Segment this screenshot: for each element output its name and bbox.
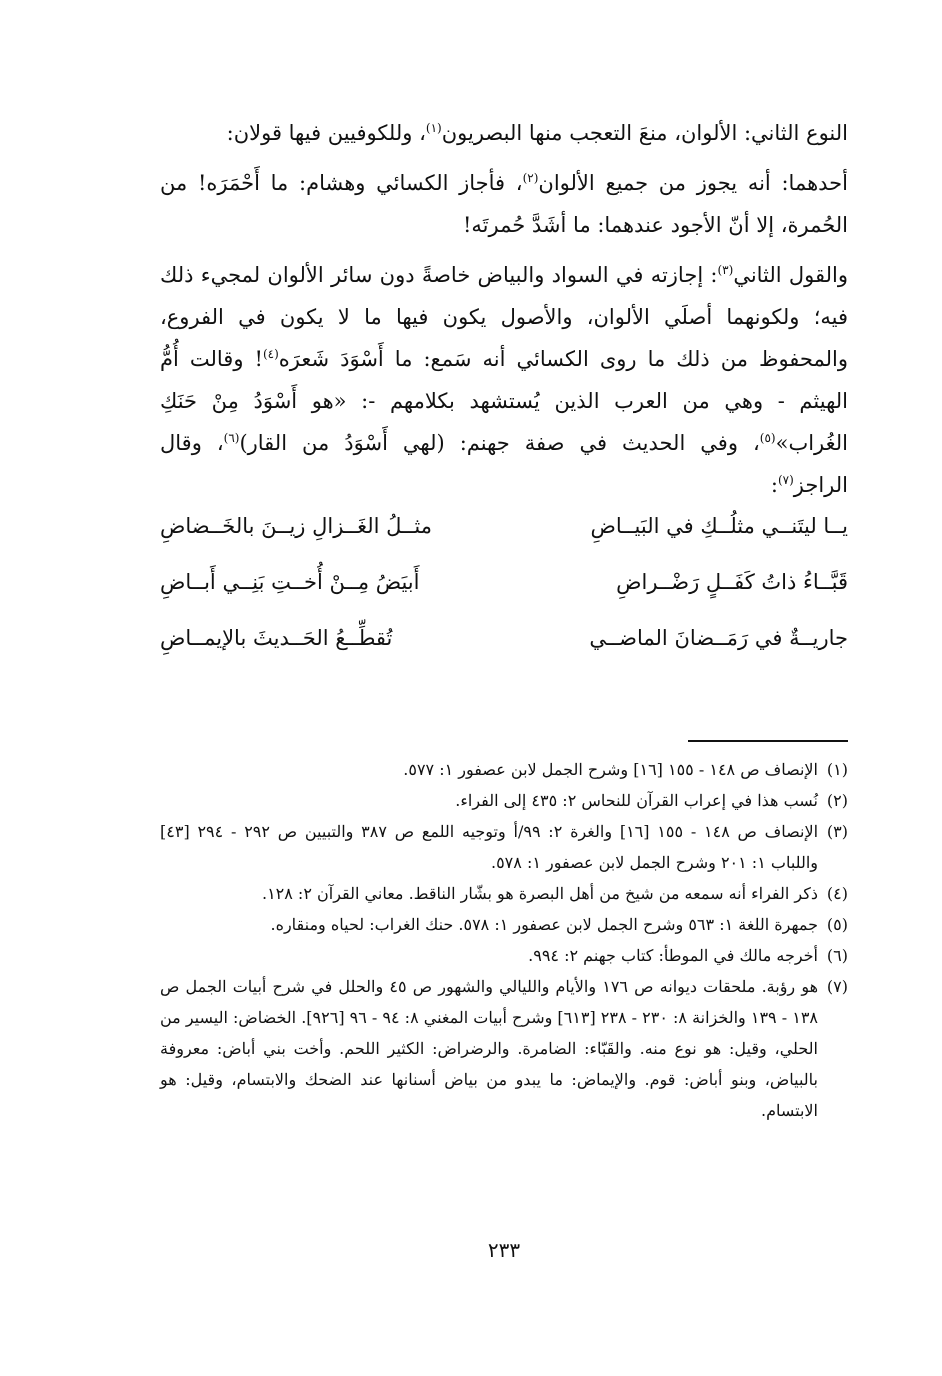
- footnote-ref-4: (٤): [262, 347, 279, 361]
- poem-line-2-first-hemistich: قَبَّــاءُ ذاتُ كَفَــلٍ رَضْــراضِ: [616, 570, 848, 594]
- paragraph-1-text-b: ، وللكوفيين فيها قولان:: [226, 121, 426, 145]
- paragraph-2: [160, 162, 848, 246]
- footnote-ref-2: (٢): [522, 171, 539, 185]
- paragraph-1: [160, 112, 848, 154]
- footnote-ref-5: (٥): [759, 431, 776, 445]
- footnote-6-number: (٦): [826, 946, 848, 965]
- paragraph-2-text-b: ، فأجاز الكسائي وهشام: ما أَحْمَرَه! من الحُمرة، إلا أنّ الأجود عندهما: ما أشَدَّ حُمرتَه!: [160, 171, 848, 237]
- footnote-ref-3: (٣): [717, 263, 734, 277]
- footnote-6-text: أخرجه مالك في الموطأ: كتاب جهنم ٢: ٩٩٤.: [528, 946, 818, 965]
- footnote-2-number: (٢): [826, 791, 848, 810]
- footnote-separator: [688, 740, 848, 742]
- poem: [160, 514, 848, 682]
- poem-line-1-second-hemistich: مثــلُ الغَــزالِ زيــنَ بالخَــضاضِ: [160, 514, 432, 538]
- paragraph-3-text-f: :: [770, 473, 778, 497]
- footnote-4-text: ذكر الفراء أنه سمعه من شيخ من أهل البصرة هو بشّار الناقط. معاني القرآن ٢: ١٢٨.: [261, 884, 818, 903]
- footnote-1-text: الإنصاف ص ١٤٨ - ١٥٥ [١٦] وشرح الجمل لابن عصفور ١: ٥٧٧.: [403, 760, 818, 779]
- poem-line-3-first-hemistich: جاريــةٌ في رَمَــضانَ الماضــي: [589, 626, 848, 650]
- poem-line-2: [160, 570, 848, 626]
- paragraph-3-text-b: : إجازته في السواد والبياض خاصةً دون سائر الألوان لمجيء ذلك فيه؛ ولكونهما أصلَي الألوان، والأصول يكون فيها ما لا يكون في الفروع، والمحفوظ من ذلك ما روى الكسائي أنه سَمع: ما أَسْوَدَ شَعرَه: [160, 263, 848, 371]
- footnote-4-number: (٤): [826, 884, 848, 903]
- footnote-2-text: نُسب هذا في إعراب القرآن للنحاس ٢: ٤٣٥ إلى الفراء.: [455, 791, 818, 810]
- footnote-2: [160, 785, 848, 816]
- footnote-3-text: الإنصاف ص ١٤٨ - ١٥٥ [١٦] والغرة ٢: ٩٩/أ وتوجيه اللمع ص ٣٨٧ والتبيين ص ٢٩٢ - ٢٩٤ [٤٣] واللباب ١: ٢٠١ وشرح الجمل لابن عصفور ١: ٥٧٨.: [160, 822, 819, 872]
- poem-line-3: [160, 626, 848, 682]
- poem-line-1-first-hemistich: يــا ليتَنــي مثلُــكِ في البَيــاضِ: [590, 514, 848, 538]
- main-text: [160, 112, 848, 682]
- paragraph-3-text-c: ! وقالت أُمُّ الهيثم - وهي من العرب الذين يُستشهد بكلامهم -: «هو أَسْوَدُ مِنْ حَنَكِ الغُراب»: [160, 347, 848, 455]
- paragraph-2-text-a: أحدهما: أنه يجوز من جميع الألوان: [538, 171, 849, 195]
- footnote-7-text: هو رؤبة. ملحقات ديوانه ص ١٧٦ والأيام والليالي والشهور ص ٤٥ والحلل في شرح أبيات الجمل ص ١٣٨ - ١٣٩ والخزانة ٨: ٢٣٠ - ٢٣٨ [٦١٣] وشرح أبيات المغني ٨: ٩٤ - ٩٦ [٩٢٦]. الخضاض: اليسير من الحلي، وقيل: هو نوع منه. والقَبّاء: الضامرة. والرضراض: الكثير اللحم. وأخت بني أباض: معروفة بالبياض، وبنو أباض: قوم. والإيماض: ما يبدو من بياض أسنانها عند الضحك والابتسام، وقيل: هو الابتسام.: [159, 977, 819, 1120]
- footnote-3: [160, 816, 848, 878]
- paragraph-3: [160, 254, 848, 506]
- footnote-4: [160, 878, 848, 909]
- footnote-7-number: (٧): [826, 977, 848, 996]
- book-page: [160, 112, 848, 1312]
- footnote-5: [160, 909, 848, 940]
- footnote-1-number: (١): [826, 760, 848, 779]
- paragraph-3-text-a: والقول الثاني: [733, 263, 848, 287]
- footnote-6: [160, 940, 848, 971]
- paragraph-3-text-d: ، وفي الحديث في صفة جهنم: (لهي أَسْوَدُ من القار): [239, 431, 760, 455]
- footnote-7: [160, 971, 848, 1126]
- footnote-1: [160, 754, 848, 785]
- footnote-3-number: (٣): [826, 822, 848, 841]
- poem-line-1: [160, 514, 848, 570]
- poem-line-3-second-hemistich: تُقطِّــعُ الحَــديثَ بالإيمــاضِ: [160, 626, 393, 650]
- footnote-5-number: (٥): [826, 915, 848, 934]
- footnote-ref-6: (٦): [223, 431, 240, 445]
- paragraph-3-text-e: ، وقال الراجز: [160, 431, 848, 497]
- footnotes: [160, 754, 848, 1126]
- footnote-ref-7: (٧): [777, 473, 794, 487]
- page-number: ٢٣٣: [487, 1238, 521, 1262]
- footnote-ref-1: (١): [425, 121, 442, 135]
- footnote-5-text: جمهرة اللغة ١: ٥٦٣ وشرح الجمل لابن عصفور ١: ٥٧٨. حنك الغراب: لحياه ومنقاره.: [270, 915, 818, 934]
- poem-line-2-second-hemistich: أَبيَضُ مِــنْ أُخــتِ بَنِــي أَبــاضِ: [160, 570, 420, 594]
- paragraph-1-text-a: النوع الثاني: الألوان، منعَ التعجب منها البصريون: [441, 121, 848, 145]
